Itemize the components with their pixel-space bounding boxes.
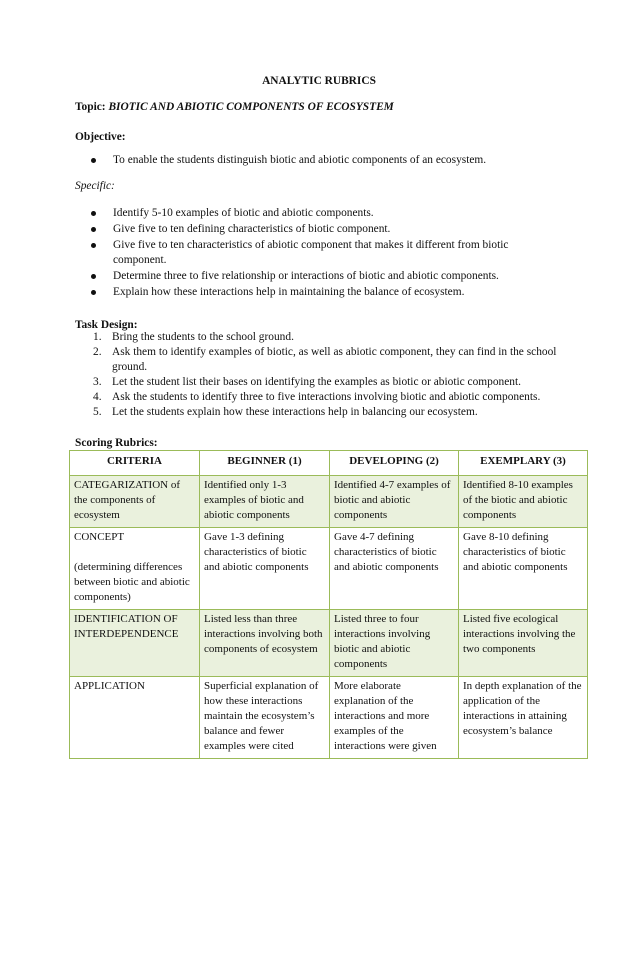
- header-exemplary: EXEMPLARY (3): [459, 451, 588, 476]
- task-item: 4. Ask the students to identify three to five interactions involving biotic and abiotic components.: [93, 391, 541, 403]
- header-criteria: CRITERIA: [70, 451, 200, 476]
- task-heading: Task Design:: [75, 319, 138, 331]
- table-row: [70, 610, 588, 677]
- bullet-icon: [91, 158, 96, 163]
- bullet-icon: [91, 290, 96, 295]
- specific-item: Give five to ten defining characteristics of biotic component.: [75, 222, 545, 237]
- page-title: ANALYTIC RUBRICS: [262, 75, 376, 87]
- topic-line: [75, 100, 394, 115]
- bullet-icon: [91, 211, 96, 216]
- beginner-cell: Identified only 1-3 examples of biotic and abiotic components: [200, 476, 330, 528]
- topic-label: Topic:: [75, 101, 109, 113]
- task-item: 5. Let the students explain how these interactions help in balancing our ecosystem.: [93, 406, 478, 418]
- objective-heading: Objective:: [75, 131, 126, 143]
- exemplary-cell: Listed five ecological interactions involving the two components: [459, 610, 588, 677]
- developing-cell: Listed three to four interactions involving biotic and abiotic components: [330, 610, 459, 677]
- header-developing: DEVELOPING (2): [330, 451, 459, 476]
- bullet-icon: [91, 227, 96, 232]
- specific-item: Identify 5-10 examples of biotic and abiotic components.: [75, 206, 545, 221]
- task-item: 2. Ask them to identify examples of biotic, as well as abiotic component, they can find in the school ground.: [93, 346, 557, 373]
- bullet-icon: [91, 274, 96, 279]
- beginner-cell: Superficial explanation of how these interactions maintain the ecosystem’s balance and fewer examples were cited: [200, 677, 330, 759]
- specific-list: [75, 206, 545, 301]
- beginner-cell: Listed less than three interactions involving both components of ecosystem: [200, 610, 330, 677]
- objective-list: [75, 153, 595, 168]
- specific-item: Give five to ten characteristics of abiotic component that makes it different from biotic component.: [75, 238, 545, 268]
- task-item: 1. Bring the students to the school ground.: [93, 331, 294, 343]
- specific-item: Determine three to five relationship or interactions of biotic and abiotic components.: [75, 269, 545, 284]
- rubric-header-row: [70, 451, 588, 476]
- rubric-table: [69, 450, 588, 759]
- developing-cell: More elaborate explanation of the interactions and more examples of the interactions were given: [330, 677, 459, 759]
- exemplary-cell: In depth explanation of the application of the interactions in attaining ecosystem’s balance: [459, 677, 588, 759]
- bullet-icon: [91, 243, 96, 248]
- task-item: 3. Let the student list their bases on identifying the examples as biotic or abiotic component.: [93, 376, 522, 388]
- scoring-heading: Scoring Rubrics:: [75, 437, 158, 449]
- exemplary-cell: Gave 8-10 defining characteristics of biotic and abiotic components: [459, 528, 588, 610]
- criteria-cell: IDENTIFICATION OF INTERDEPENDENCE: [70, 610, 200, 677]
- criteria-note: (determining differences between biotic and abiotic components): [74, 561, 190, 603]
- criteria-cell: APPLICATION: [70, 677, 200, 759]
- table-row: [70, 677, 588, 759]
- exemplary-cell: Identified 8-10 examples of the biotic and abiotic components: [459, 476, 588, 528]
- task-list: [75, 330, 575, 420]
- beginner-cell: Gave 1-3 defining characteristics of biotic and abiotic components: [200, 528, 330, 610]
- criteria-cell: [70, 528, 200, 610]
- specific-heading: Specific:: [75, 180, 115, 192]
- developing-cell: Gave 4-7 defining characteristics of biotic and abiotic components: [330, 528, 459, 610]
- objective-item: To enable the students distinguish biotic and abiotic components of an ecosystem.: [75, 153, 595, 168]
- criteria-title: CONCEPT: [74, 531, 125, 543]
- table-row: [70, 528, 588, 610]
- header-beginner: BEGINNER (1): [200, 451, 330, 476]
- topic-value: BIOTIC AND ABIOTIC COMPONENTS OF ECOSYSTEM: [108, 101, 394, 113]
- table-row: [70, 476, 588, 528]
- developing-cell: Identified 4-7 examples of biotic and abiotic components: [330, 476, 459, 528]
- specific-item: Explain how these interactions help in maintaining the balance of ecosystem.: [75, 285, 545, 300]
- criteria-cell: CATEGARIZATION of the components of ecosystem: [70, 476, 200, 528]
